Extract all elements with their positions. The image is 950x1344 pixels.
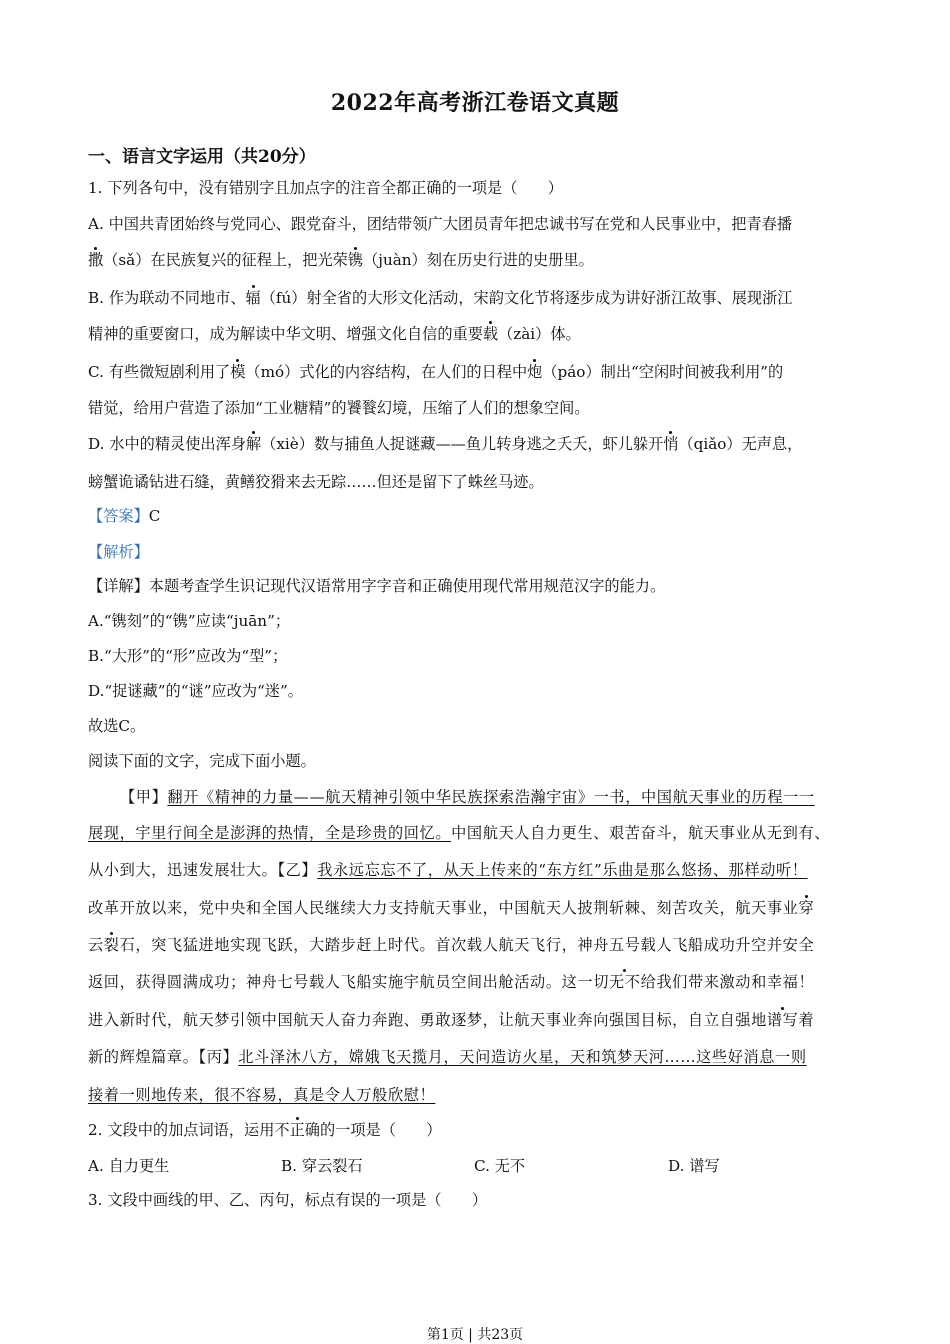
explain-d: D.“捉谜藏”的“谜”应改为“迷”。	[88, 682, 303, 700]
underlined-sentence-bing: 接着一则地传来，很不容易，真是令人万般欣慰！	[88, 1086, 436, 1104]
dotted-char: 模	[230, 363, 246, 381]
page-title: 2022年高考浙江卷语文真题	[330, 90, 620, 116]
text-span: 着	[798, 1011, 815, 1029]
answer-value: C	[148, 507, 161, 525]
analysis-label: 【解析】	[88, 543, 149, 561]
passage-line-1	[120, 787, 815, 807]
passage-line-3	[88, 860, 808, 880]
dotted-char: 镌	[347, 251, 364, 269]
dotted-word: 不正确	[274, 1121, 320, 1139]
text-span: （zài）体。	[498, 325, 581, 343]
underlined-sentence-jia: 翻开《精神的力量——航天精神引领中华民族探索浩瀚宇宙》一书，中国航天事业的历程一一	[167, 788, 815, 806]
answer-label: 【答案】	[88, 507, 149, 525]
question-2-stem	[88, 1120, 441, 1140]
dotted-word: 云裂石	[88, 936, 136, 954]
passage-line-5	[88, 935, 814, 955]
q2-option-b: B. 穿云裂石	[281, 1157, 363, 1175]
explain-a: A.“镌刻”的“镌”应读“juān”；	[88, 612, 291, 630]
option-a-line2	[88, 250, 594, 270]
text-span: 新的辉煌篇章。【丙】	[88, 1048, 239, 1066]
text-span: 改革开放以来，党中央和全国人民继续大力支持航天事业，中国航天人披荆斩棘、刻苦攻关，航天事业	[88, 899, 799, 917]
text-span: 给我们带来激动和幸福！	[640, 973, 815, 991]
option-d-line2: 螃蟹诡谲钻进石缝，黄鳝狡猾来去无踪……但还是留下了蛛丝马迹。	[88, 473, 544, 491]
text-span: 精神的重要窗口，成为解读中华文明、增强文化自信的重要	[88, 325, 483, 343]
text-span: （fú）射全省的大形文化活动，宋韵文化节将逐步成为讲好浙江故事、展现浙江	[260, 289, 793, 307]
dotted-char: 辐	[245, 289, 261, 307]
q2-option-c: C. 无不	[474, 1157, 526, 1175]
dotted-char: 载	[482, 325, 499, 343]
question-3-stem: 3. 文段中画线的甲、乙、丙句，标点有误的一项是（ ）	[88, 1191, 488, 1209]
text-span: （xiè）数与捕鱼人捉谜藏——鱼儿转身逃之夭夭，虾儿躲开	[261, 435, 664, 453]
text-span: 从小到大，迅速发展壮大。【乙】	[88, 861, 318, 879]
reading-intro: 阅读下面的文字，完成下面小题。	[88, 752, 316, 770]
text-span: 的一项是（ ）	[319, 1121, 442, 1139]
option-b-line1	[88, 288, 792, 308]
passage-line-9	[88, 1085, 435, 1105]
q2-option-a: A. 自力更生	[88, 1157, 170, 1175]
text-span: （mó）式化的内容结构，在人们的日程中	[245, 363, 528, 381]
detail-text: 【详解】本题考查学生识记现代汉语常用字字音和正确使用现代常用规范汉字的能力。	[88, 577, 666, 595]
dotted-char: 穿	[798, 899, 815, 917]
text-span: 、艰苦奋斗，航天事业从无到有、	[593, 824, 831, 842]
underlined-sentence-jia: 展现，宇里行间全是澎湃的热情，全是珍贵的回忆。	[88, 824, 452, 842]
text-span: D. 水中的精灵使出浑身	[88, 435, 246, 453]
text-span: 返回，获得圆满成功；神舟七号载人飞船实施宇航员空间出舱活动。这一切	[88, 973, 609, 991]
q2-option-d: D. 谱写	[668, 1157, 720, 1175]
dotted-char: 炮	[527, 363, 543, 381]
option-b-line2	[88, 324, 581, 344]
option-d-line1	[88, 434, 802, 454]
text-span: B. 作为联动不同地市、	[88, 289, 246, 307]
text-span: （páo）制出“空闲时间被我利用”的	[542, 363, 784, 381]
passage-line-8	[88, 1047, 807, 1067]
dotted-word: 自力更生	[530, 824, 594, 842]
text-span: （sǎ）在民族复兴的征程上，把光荣	[103, 251, 348, 269]
dotted-char: 解	[245, 435, 262, 453]
text-span: ，突飞猛进地实现飞跃，大踏步赶上时代。首次载人航天飞行，神舟五号载人飞船成功升空并安全	[135, 936, 815, 954]
section-heading: 一、语言文字运用（共20分）	[88, 147, 316, 167]
dotted-word: 无不	[609, 973, 641, 991]
option-a-line1: A. 中国共青团始终与党同心、跟党奋斗，团结带领广大团员青年把忠诚书写在党和人民事业中，把青春播	[88, 215, 793, 233]
text-span: 2. 文段中的加点词语，运用	[88, 1121, 275, 1139]
option-c-line2: 错觉，给用户营造了添加“工业糖精”的饕餮幻境，压缩了人们的想象空间。	[88, 399, 590, 417]
text-span: （juàn）刻在历史行进的史册里。	[363, 251, 594, 269]
option-c-line1	[88, 362, 783, 382]
passage-line-7	[88, 1010, 814, 1030]
page-footer: 第1页 | 共23页	[426, 1327, 524, 1343]
dotted-char: 悄	[663, 435, 679, 453]
question-1-stem: 1. 下列各句中，没有错别字且加点字的注音全都正确的一项是（ ）	[88, 179, 563, 197]
text-span: 中国航天人	[451, 824, 531, 842]
underlined-sentence-yi: 我永远忘忘不了，从天上传来的“东方红”乐曲是那么悠扬、那样动听！	[317, 861, 808, 879]
text-span: C. 有些微短剧利用了	[88, 363, 231, 381]
choose-text: 故选C。	[88, 717, 146, 735]
text-span: （qiǎo）无声息，	[678, 435, 803, 453]
passage-line-2	[88, 823, 830, 843]
passage-line-6	[88, 972, 814, 992]
dotted-word: 谱写	[766, 1011, 799, 1029]
underlined-sentence-bing: 北斗泽沐八方，嫦娥飞天揽月，天问造访火星，天和筑梦天河……这些好消息一则	[238, 1048, 807, 1066]
text-span: 【甲】	[120, 788, 168, 806]
text-span: 进入新时代，航天梦引领中国航天人奋力奔跑、勇敢逐梦，让航天事业奔向强国目标，自立自强地	[88, 1011, 767, 1029]
dotted-char: 撒	[88, 251, 104, 269]
explain-b: B.“大形”的“形”应改为“型”；	[88, 647, 288, 665]
passage-line-4	[88, 898, 814, 918]
answer-line	[88, 506, 160, 526]
